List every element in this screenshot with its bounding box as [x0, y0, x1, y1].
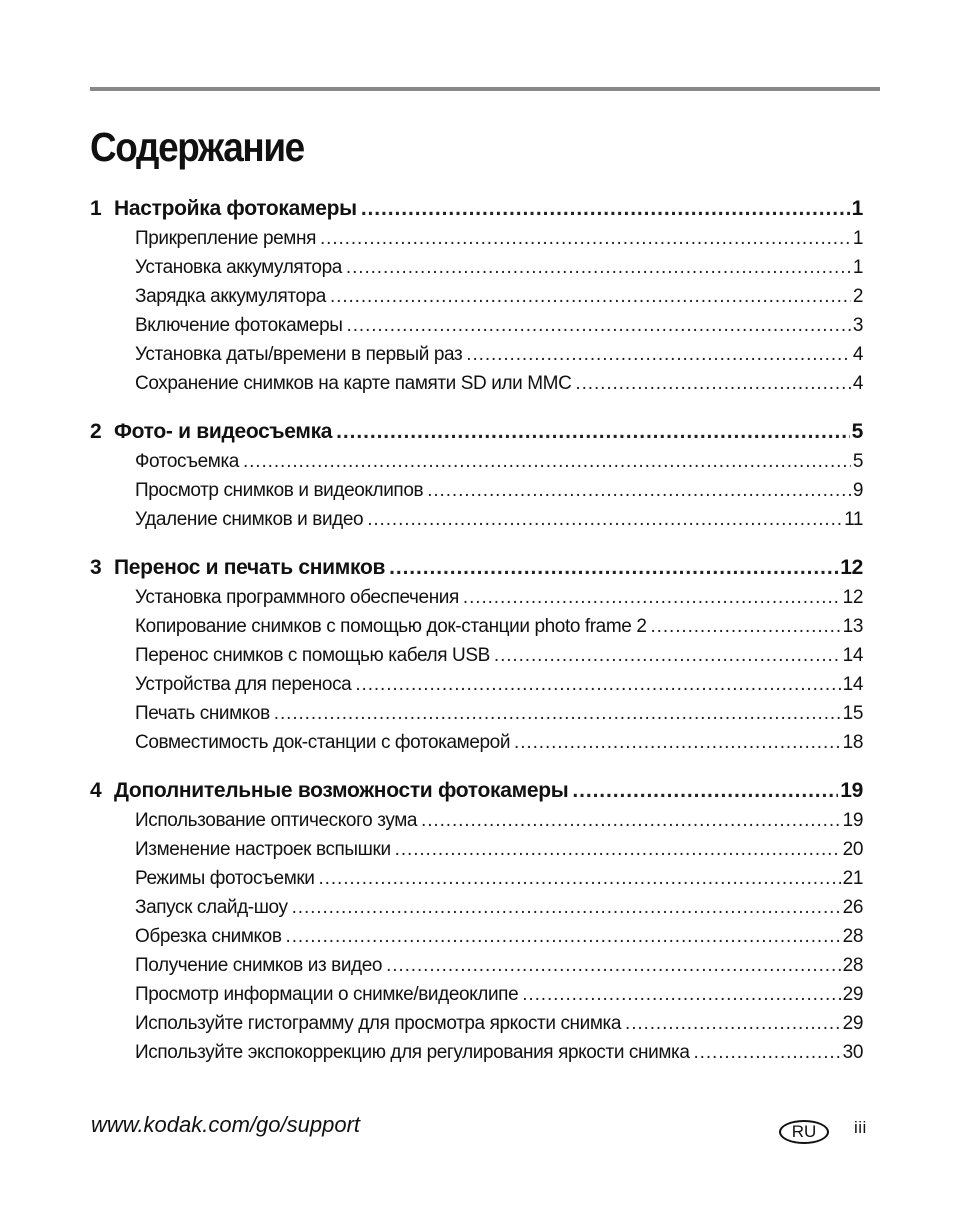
section-title: Совместимость док-станции с фотокамерой: [135, 732, 511, 753]
chapter-page-number: 19: [840, 779, 863, 802]
section-title: Копирование снимков с помощью док-станции photo frame 2: [135, 616, 647, 637]
dot-leader: [318, 864, 840, 893]
toc-section-entry[interactable]: [90, 311, 863, 340]
toc-section-entry[interactable]: [90, 253, 863, 282]
section-page-number: 13: [842, 616, 863, 637]
section-title: Фотосъемка: [135, 451, 239, 472]
toc-chapter: [90, 553, 863, 757]
section-title: Установка программного обеспечения: [135, 587, 459, 608]
section-title: Получение снимков из видео: [135, 955, 383, 976]
dot-leader: [336, 417, 849, 447]
section-title: Удаление снимков и видео: [135, 509, 364, 530]
chapter-page-number: 5: [851, 420, 863, 443]
section-title: Просмотр информации о снимке/видеоклипе: [135, 984, 519, 1005]
toc-section-entry[interactable]: [90, 641, 863, 670]
toc-section-entry[interactable]: [90, 369, 863, 398]
toc-section-entry[interactable]: [90, 340, 863, 369]
toc-section-entry[interactable]: [90, 728, 863, 757]
section-title: Запуск слайд-шоу: [135, 897, 288, 918]
dot-leader: [292, 893, 841, 922]
section-title: Режимы фотосъемки: [135, 868, 315, 889]
section-title: Просмотр снимков и видеоклипов: [135, 480, 424, 501]
chapter-page-number: 1: [851, 197, 863, 220]
toc-section-entry[interactable]: [90, 583, 863, 612]
toc-section-entry[interactable]: [90, 505, 863, 534]
toc-section-entry[interactable]: [90, 951, 863, 980]
toc-chapter-entry[interactable]: [90, 194, 863, 224]
section-page-number: 4: [852, 344, 863, 365]
dot-leader: [361, 194, 850, 224]
toc-section-entry[interactable]: [90, 806, 863, 835]
section-title: Используйте гистограмму для просмотра яркости снимка: [135, 1013, 622, 1034]
dot-leader: [243, 447, 851, 476]
dot-leader: [367, 505, 842, 534]
toc-section-entry[interactable]: [90, 447, 863, 476]
section-page-number: 18: [842, 732, 863, 753]
chapter-title: Перенос и печать снимков: [114, 556, 386, 579]
section-page-number: 29: [842, 984, 863, 1005]
section-title: Обрезка снимков: [135, 926, 282, 947]
dot-leader: [651, 612, 841, 641]
toc-section-entry[interactable]: [90, 699, 863, 728]
support-url-link[interactable]: www.kodak.com/go/support: [91, 1112, 361, 1137]
dot-leader: [347, 311, 851, 340]
section-page-number: 29: [842, 1013, 863, 1034]
chapter-number: 3: [90, 556, 102, 579]
dot-leader: [575, 369, 850, 398]
dot-leader: [386, 951, 841, 980]
dot-leader: [625, 1009, 841, 1038]
chapter-title: Дополнительные возможности фотокамеры: [114, 779, 569, 802]
section-page-number: 14: [842, 645, 863, 666]
section-page-number: 21: [842, 868, 863, 889]
section-title: Использование оптического зума: [135, 810, 418, 831]
dot-leader: [421, 806, 841, 835]
table-of-contents: [90, 194, 863, 1086]
section-page-number: 2: [852, 286, 863, 307]
toc-chapter: [90, 417, 863, 534]
section-title: Зарядка аккумулятора: [135, 286, 326, 307]
dot-leader: [320, 224, 851, 253]
section-page-number: 19: [842, 810, 863, 831]
dot-leader: [389, 553, 838, 583]
dot-leader: [274, 699, 841, 728]
toc-section-entry[interactable]: [90, 864, 863, 893]
section-title: Устройства для переноса: [135, 674, 352, 695]
dot-leader: [693, 1038, 840, 1067]
toc-chapter-entry[interactable]: [90, 417, 863, 447]
section-page-number: 26: [842, 897, 863, 918]
page-number: iii: [854, 1118, 867, 1137]
section-page-number: 11: [844, 509, 863, 530]
chapter-number: 4: [90, 779, 102, 802]
section-title: Прикрепление ремня: [135, 228, 316, 249]
section-title: Используйте экспокоррекцию для регулирования яркости снимка: [135, 1042, 690, 1063]
toc-section-entry[interactable]: [90, 980, 863, 1009]
section-page-number: 1: [852, 257, 863, 278]
language-badge: RU: [779, 1120, 829, 1144]
section-page-number: 5: [852, 451, 863, 472]
dot-leader: [466, 340, 851, 369]
section-title: Включение фотокамеры: [135, 315, 343, 336]
toc-chapter: [90, 194, 863, 398]
chapter-title: Фото- и видеосъемка: [114, 420, 333, 443]
section-page-number: 3: [852, 315, 863, 336]
dot-leader: [286, 922, 841, 951]
dot-leader: [494, 641, 841, 670]
dot-leader: [572, 776, 838, 806]
toc-section-entry[interactable]: [90, 922, 863, 951]
section-page-number: 28: [842, 955, 863, 976]
section-title: Перенос снимков с помощью кабеля USB: [135, 645, 490, 666]
dot-leader: [427, 476, 851, 505]
section-page-number: 12: [842, 587, 863, 608]
chapter-title: Настройка фотокамеры: [114, 197, 357, 220]
dot-leader: [463, 583, 841, 612]
toc-section-entry[interactable]: [90, 893, 863, 922]
section-title: Печать снимков: [135, 703, 270, 724]
toc-chapter-entry[interactable]: [90, 553, 863, 583]
section-page-number: 14: [842, 674, 863, 695]
section-title: Установка даты/времени в первый раз: [135, 344, 463, 365]
dot-leader: [522, 980, 840, 1009]
chapter-number: 1: [90, 197, 102, 220]
toc-chapter: [90, 776, 863, 1067]
toc-section-entry[interactable]: [90, 282, 863, 311]
section-page-number: 9: [852, 480, 863, 501]
toc-section-entry[interactable]: [90, 612, 863, 641]
section-title: Сохранение снимков на карте памяти SD или MMC: [135, 373, 572, 394]
dot-leader: [355, 670, 840, 699]
section-page-number: 15: [842, 703, 863, 724]
section-page-number: 4: [852, 373, 863, 394]
toc-section-entry[interactable]: [90, 1009, 863, 1038]
section-page-number: 28: [842, 926, 863, 947]
dot-leader: [346, 253, 851, 282]
top-rule: [90, 87, 880, 91]
section-title: Установка аккумулятора: [135, 257, 342, 278]
toc-section-entry[interactable]: [90, 1038, 863, 1067]
page-title: Содержание: [90, 124, 304, 170]
section-page-number: 1: [852, 228, 863, 249]
toc-section-entry[interactable]: [90, 835, 863, 864]
dot-leader: [395, 835, 841, 864]
toc-section-entry[interactable]: [90, 476, 863, 505]
dot-leader: [514, 728, 841, 757]
toc-section-entry[interactable]: [90, 224, 863, 253]
chapter-number: 2: [90, 420, 102, 443]
section-page-number: 20: [842, 839, 863, 860]
toc-chapter-entry[interactable]: [90, 776, 863, 806]
dot-leader: [330, 282, 851, 311]
toc-section-entry[interactable]: [90, 670, 863, 699]
chapter-page-number: 12: [840, 556, 863, 579]
section-page-number: 30: [842, 1042, 863, 1063]
section-title: Изменение настроек вспышки: [135, 839, 391, 860]
